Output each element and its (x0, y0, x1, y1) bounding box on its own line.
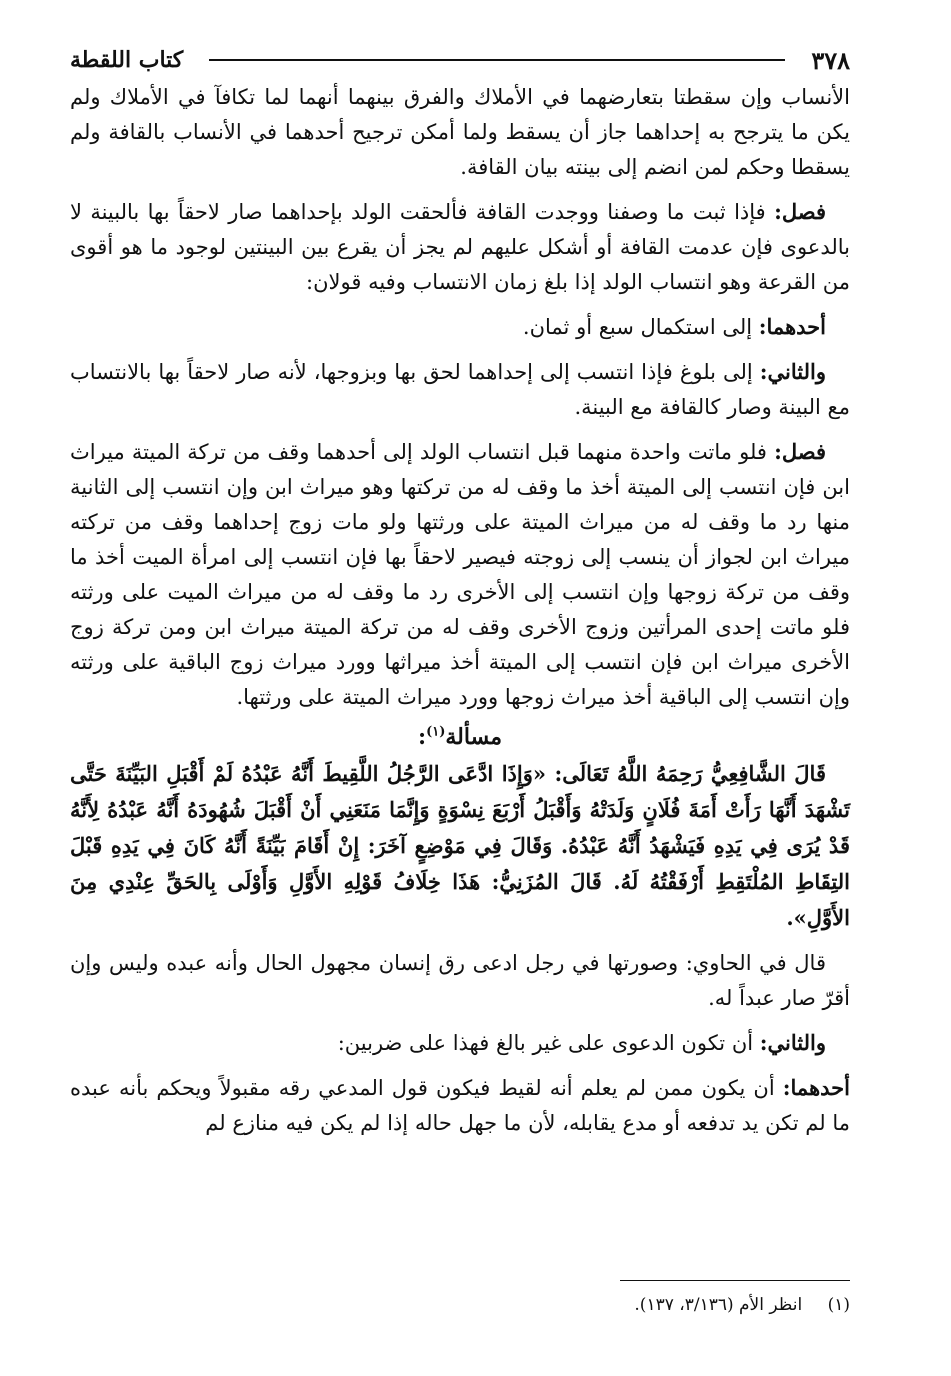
commentary-3-text: أن يكون ممن لم يعلم أنه لقيط فيكون قول المدعي رقه مقبولاً ويحكم بأنه عبده ما لم تكن يد تدفعه أو مدع يقابله، لأن ما جهل حاله إذا لم يكن فيه منازع لم (70, 1076, 850, 1135)
paragraph-2-text: فإذا ثبت ما وصفنا ووجدت القافة فألحقت الولد بإحداهما صار لاحقاً بها بالبينة لا بالدعوى فإن عدمت القافة أو أشكل عليهم لم يجز أن يقرع بين البينتين لوجود ما هو أقوى من القرعة وهو انتساب الولد إذا بلغ زمان الانتساب وفيه قولان: (70, 200, 850, 294)
commentary-2-text: أن تكون الدعوى على غير بالغ فهذا على ضربين: (337, 1031, 754, 1055)
paragraph-3 (70, 309, 850, 345)
section-heading: مسألة$^{(١)}$: (417, 724, 503, 750)
shafii-quote: قَالَ الشَّافِعِيُّ رَحِمَهُ اللَّهُ تَعَالَى: «وَإِذَا ادَّعَى الرَّجُلُ اللَّقِيطَ أَنَّهُ عَبْدُهُ لَمْ أَقْبَلِ البَيِّنَةَ حَتَّى تَشْهَدَ أَنَّهَا رَأَتْ أَمَةَ فُلَانٍ وَلَدَتْهُ وَأَقْبَلُ أَرْبَعَ نِسْوَةٍ وَإِنَّمَا مَنَعَنِي أَنْ أَقْبَلَ شُهُودَهُ أَنَّهُ عَبْدُهُ لِأَنَّهُ قَدْ يُرَى فِي يَدِهِ فَيَشْهَدُ أَنَّهُ عَبْدُهُ. وَقَالَ فِي مَوْضِعٍ آخَرَ: إِنْ أَقَامَ بَيِّنَةً أَنَّهُ كَانَ فِي يَدِهِ قَبْلَ التِقَاطِ المُلْتَقِطِ أَرْفَقْتُهُ لَهُ. قَالَ المُزَنِيُّ: هَذَا خِلَافُ قَوْلِهِ الأَوَّلِ وَأَوْلَى بِالحَقِّ عِنْدِي مِنَ الأَوَّلِ». (70, 761, 850, 930)
footnote-number: (١) (827, 1295, 850, 1315)
first-label: أحدهما: (758, 314, 826, 339)
paragraph-4-text: إلى بلوغ فإذا انتسب إلى إحداهما لحق بها وبزوجها، لأنه صار لاحقاً بها بالانتساب مع البينة وصار كالقافة مع البينة. (70, 360, 850, 419)
section-title: مسألة (445, 724, 503, 750)
header-rule (209, 59, 785, 61)
paragraph-5 (70, 434, 850, 715)
first-label-2: أحدهما: (782, 1075, 850, 1100)
commentary-1: قال في الحاوي: وصورتها في رجل ادعى رق إنسان مجهول الحال وأنه عبده وليس وإن أقرّ صار عبداً له. (70, 951, 850, 1010)
fasl-label-2: فصل: (774, 439, 826, 464)
commentary-2 (70, 1025, 850, 1061)
paragraph-5-text: فلو ماتت واحدة منهما قبل انتساب الولد إلى أحدهما وقف من تركة الميتة ميراث ابن فإن انتسب إلى الميتة أخذ ما وقف له من تركتها وهو ميراث ابن وإن انتسب إلى الثانية منها رد ما وقف له من ميراث الميتة على ورثتها ولو مات زوج إحداهما وقف من تركته ميراث ابن لجواز أن ينسب إلى زوجته فيصير لاحقاً بها فإن انتسب إلى امرأة الميت أخذ ما وقف من تركة زوجها وإن انتسب إلى الأخرى رد ما وقف له من ميراث الميت على ورثته فلو ماتت إحدى المرأتين وزوج الأخرى وقف له من تركة الميتة ميراث ابن ومن تركة زوج الأخرى ميراث ابن فإن انتسب إلى الميتة أخذ ميراثها وورد ميراث زوج الباقية على ورثته وإن انتسب إلى الباقية أخذ ميراث زوجها وورد ميراث الميتة على ورثتها. (70, 440, 850, 709)
second-label: والثاني: (759, 359, 826, 384)
page-number: ٣٧٨ (811, 45, 850, 75)
second-label-2: والثاني: (759, 1030, 826, 1055)
footnote-text: انظر الأم (٣/١٣٦، ١٣٧). (634, 1295, 803, 1315)
paragraph-4 (70, 354, 850, 425)
running-title: كتاب اللقطة (70, 47, 184, 73)
fasl-label: فصل: (774, 199, 826, 224)
paragraph-1: الأنساب وإن سقطتا بتعارضهما في الأملاك والفرق بينهما أنهما لما تكافآ في الأملاك ولم يكن ما يترجح به إحداهما جاز أن يسقط ولما أمكن ترجيح أحدهما في الأنساب بالقافة ولم يسقطا وحكم لمن انضم إلى بينته بيان القافة. (70, 85, 850, 179)
paragraph-2 (70, 194, 850, 300)
footnote (70, 1292, 850, 1318)
commentary-3 (70, 1070, 850, 1141)
footnote-ref: (١) (426, 724, 446, 740)
book-page (70, 40, 850, 1360)
paragraph-3-text: إلى استكمال سبع أو ثمان. (522, 315, 753, 339)
footnote-rule (620, 1280, 850, 1281)
page-header (70, 40, 850, 80)
